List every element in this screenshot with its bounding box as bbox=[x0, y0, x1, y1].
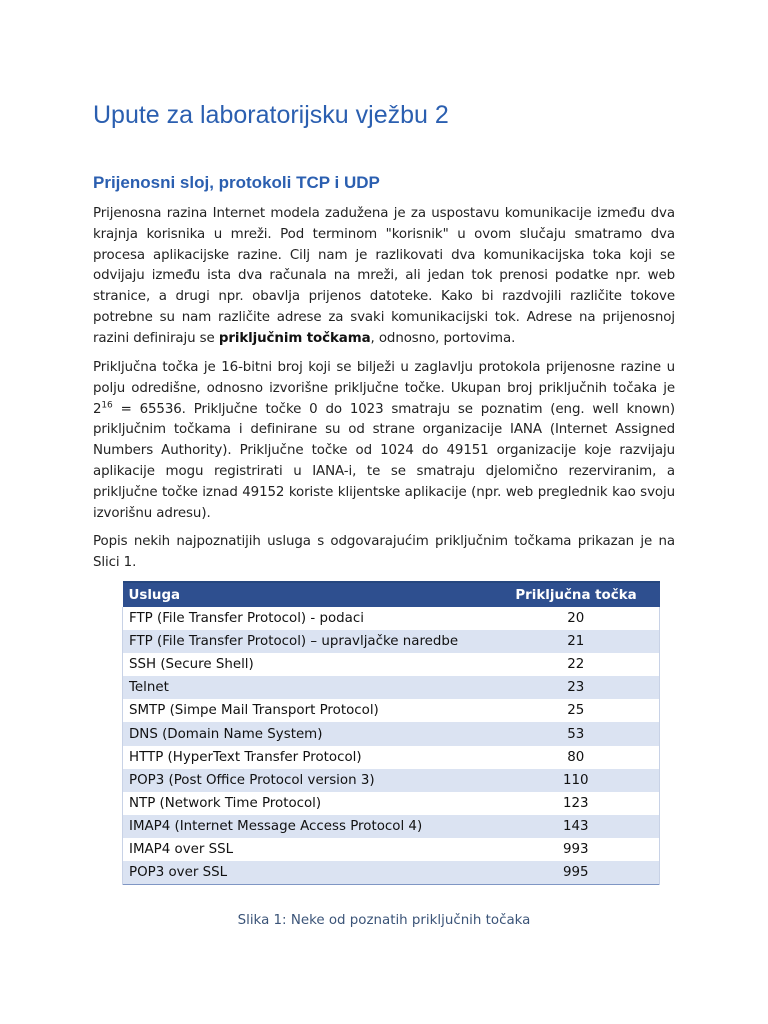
cell-port: 110 bbox=[493, 769, 660, 792]
table-row bbox=[123, 699, 660, 722]
cell-port: 995 bbox=[493, 861, 660, 885]
cell-port: 53 bbox=[493, 722, 660, 745]
exponent: 16 bbox=[101, 400, 113, 411]
section-heading: Prijenosni sloj, protokoli TCP i UDP bbox=[93, 173, 380, 192]
cell-service: POP3 (Post Office Protocol version 3) bbox=[123, 769, 493, 792]
paragraph-port-numbers bbox=[93, 358, 675, 524]
bold-term: priključnim točkama bbox=[218, 330, 371, 346]
paragraph-text: , odnosno, portovima. bbox=[370, 330, 516, 346]
cell-service: HTTP (HyperText Transfer Protocol) bbox=[123, 746, 493, 769]
table-row bbox=[123, 607, 660, 630]
cell-port: 20 bbox=[493, 607, 660, 630]
cell-port: 80 bbox=[493, 746, 660, 769]
table-row bbox=[123, 815, 660, 838]
cell-port: 21 bbox=[493, 630, 660, 653]
paragraph-text: = 65536. Priključne točke 0 do 1023 smatraju se poznatim (eng. well known) priključnim točkama i definirane su od strane organizacije IANA (Internet Assigned Numbers Authority). Priključne točke od 1024 do 49151 organizacije koje razvijaju aplikacije mogu registrirati u IANA-i, te se smatraju djelomično rezerviranim, a priključne točke iznad 49152 koriste klijentske aplikacije (npr. web preglednik kao svoju izvorišnu adresu). bbox=[93, 401, 675, 521]
header-port: Priključna točka bbox=[493, 582, 660, 607]
header-service: Usluga bbox=[123, 582, 493, 607]
table-row bbox=[123, 630, 660, 653]
cell-service: SSH (Secure Shell) bbox=[123, 653, 493, 676]
paragraph-table-intro: Popis nekih najpoznatijih usluga s odgovarajućim priključnim točkama prikazan je na Slici 1. bbox=[93, 534, 675, 570]
cell-port: 23 bbox=[493, 676, 660, 699]
table-row bbox=[123, 792, 660, 815]
cell-port: 123 bbox=[493, 792, 660, 815]
table-body bbox=[123, 607, 660, 885]
cell-service: SMTP (Simpe Mail Transport Protocol) bbox=[123, 699, 493, 722]
cell-port: 22 bbox=[493, 653, 660, 676]
cell-port: 25 bbox=[493, 699, 660, 722]
figure-caption: Slika 1: Neke od poznatih priključnih točaka bbox=[237, 913, 531, 928]
table-row bbox=[123, 769, 660, 792]
table-row bbox=[123, 861, 660, 885]
paragraph-text: Prijenosna razina Internet modela zadužena je za uspostavu komunikacije između dva krajnja korisnika u mreži. Pod terminom "korisnik" u ovom slučaju smatramo dva procesa aplikacijske razine. Cilj nam je razlikovati dva komunikacijska toka koji se odvijaju između ista dva računala na mreži, ali jedan tok prenosi podatke npr. web stranice, a drugi npr. obavlja prijenos datoteke. Kako bi razdvojili različite tokove potrebne su nam različite adrese za svaki komunikacijski tok. Adrese na prijenosnoj razini definiraju se bbox=[93, 206, 675, 346]
cell-service: FTP (File Transfer Protocol) - podaci bbox=[123, 607, 493, 630]
ports-table bbox=[122, 581, 660, 885]
table-row bbox=[123, 838, 660, 861]
table-row bbox=[123, 653, 660, 676]
cell-port: 993 bbox=[493, 838, 660, 861]
paragraph-transport-layer bbox=[93, 204, 675, 350]
cell-service: IMAP4 over SSL bbox=[123, 838, 493, 861]
table-row bbox=[123, 746, 660, 769]
table-row bbox=[123, 722, 660, 745]
cell-service: DNS (Domain Name System) bbox=[123, 722, 493, 745]
cell-port: 143 bbox=[493, 815, 660, 838]
cell-service: POP3 over SSL bbox=[123, 861, 493, 885]
cell-service: IMAP4 (Internet Message Access Protocol 4) bbox=[123, 815, 493, 838]
document-title: Upute za laboratorijsku vježbu 2 bbox=[93, 101, 449, 129]
cell-service: FTP (File Transfer Protocol) – upravljačke naredbe bbox=[123, 630, 493, 653]
table-row bbox=[123, 676, 660, 699]
table-header-row bbox=[123, 582, 660, 607]
paragraph-text: Priključna točka je 16-bitni broj koji se bilježi u zaglavlju protokola prijenosne razine u polju odredišne, odnosno izvorišne priključne točke. Ukupan broj priključnih točaka je 2 bbox=[93, 360, 675, 417]
cell-service: NTP (Network Time Protocol) bbox=[123, 792, 493, 815]
cell-service: Telnet bbox=[123, 676, 493, 699]
